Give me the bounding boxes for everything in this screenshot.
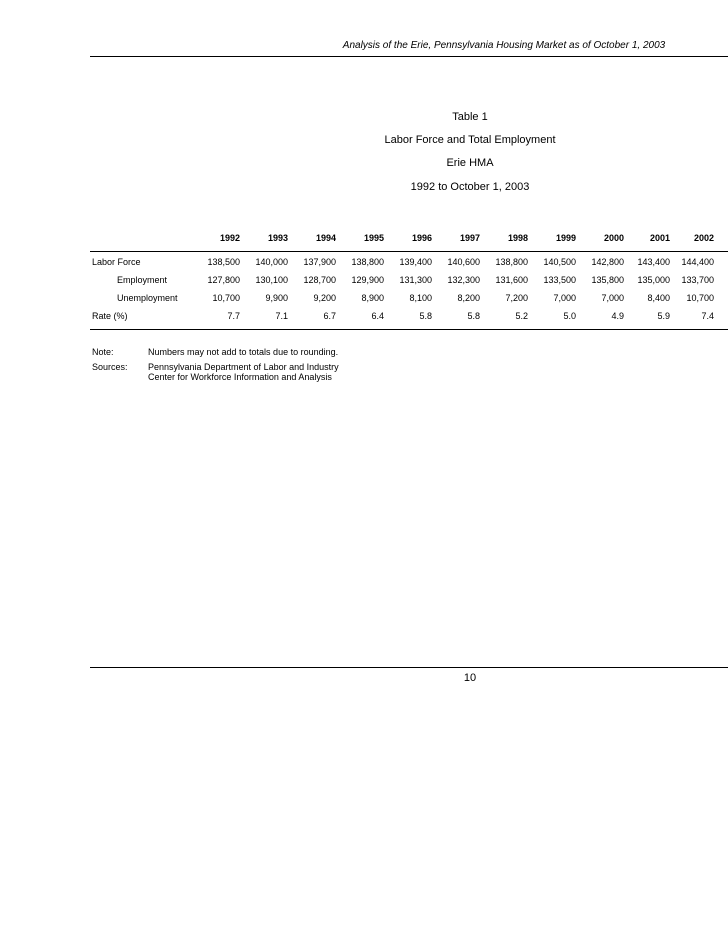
table-cell: 5.9	[657, 311, 670, 321]
table-cell: 133,700	[681, 275, 714, 285]
table-cell: 127,800	[207, 275, 240, 285]
table-cell: 6.4	[371, 311, 384, 321]
row-label: Rate (%)	[92, 311, 128, 321]
table-cell: 7,200	[505, 293, 528, 303]
table-cell: 128,700	[303, 275, 336, 285]
table-header-row	[90, 233, 728, 247]
table-cell: 7.7	[227, 311, 240, 321]
footer-rule	[90, 667, 728, 668]
year-header: 2000	[603, 233, 624, 243]
table-cell: 140,000	[255, 257, 288, 267]
table-cell: 4.9	[611, 311, 624, 321]
table-label: Table 1	[452, 111, 488, 123]
table-cell: 130,100	[255, 275, 288, 285]
table-heading: Labor Force and Total Employment	[384, 134, 556, 146]
header-rule	[90, 56, 728, 57]
table-cell: 140,500	[543, 257, 576, 267]
table-cell: 129,900	[351, 275, 384, 285]
table-cell: 138,800	[351, 257, 384, 267]
table-cell: 8,400	[647, 293, 670, 303]
table-cell: 138,800	[495, 257, 528, 267]
sources-text: Pennsylvania Department of Labor and Industry	[148, 362, 339, 372]
year-header: 1995	[363, 233, 384, 243]
year-header: 1996	[411, 233, 432, 243]
page-number: 10	[463, 672, 477, 684]
table-cell: 8,900	[361, 293, 384, 303]
table-cell: 7.4	[701, 311, 714, 321]
table-row	[90, 257, 728, 271]
table-cell: 143,400	[637, 257, 670, 267]
table-cell: 8,100	[409, 293, 432, 303]
table-cell: 7,000	[553, 293, 576, 303]
note-text: Numbers may not add to totals due to rounding.	[148, 347, 339, 357]
table-cell: 9,900	[265, 293, 288, 303]
table-cell: 10,700	[686, 293, 714, 303]
row-label: Labor Force	[92, 257, 141, 267]
table-cell: 142,800	[591, 257, 624, 267]
year-header: 1998	[507, 233, 528, 243]
year-header: 1997	[459, 233, 480, 243]
table-bottom-rule	[90, 329, 728, 330]
table-cell: 5.0	[563, 311, 576, 321]
table-cell: 139,400	[399, 257, 432, 267]
year-header: 1992	[219, 233, 240, 243]
running-header: Analysis of the Erie, Pennsylvania Housing Market as of October 1, 2003	[342, 40, 666, 51]
year-header: 1993	[267, 233, 288, 243]
table-cell: 10,700	[212, 293, 240, 303]
table-cell: 135,800	[591, 275, 624, 285]
table-row	[90, 311, 728, 325]
table-cell: 131,300	[399, 275, 432, 285]
table-period: 1992 to October 1, 2003	[410, 181, 530, 193]
table-row	[90, 293, 728, 307]
table-cell: 6.7	[323, 311, 336, 321]
table-cell: 9,200	[313, 293, 336, 303]
sources-text: Center for Workforce Information and Analysis	[148, 372, 332, 382]
year-header: 2001	[649, 233, 670, 243]
table-header-rule	[90, 251, 728, 252]
year-header: 1999	[555, 233, 576, 243]
table-cell: 138,500	[207, 257, 240, 267]
table-cell: 5.2	[515, 311, 528, 321]
table-area: Erie HMA	[446, 157, 494, 169]
table-cell: 144,400	[681, 257, 714, 267]
table-cell: 5.8	[467, 311, 480, 321]
table-cell: 133,500	[543, 275, 576, 285]
table-cell: 132,300	[447, 275, 480, 285]
year-header: 1994	[315, 233, 336, 243]
table-cell: 131,600	[495, 275, 528, 285]
row-label: Employment	[117, 275, 168, 285]
table-cell: 135,000	[637, 275, 670, 285]
row-label: Unemployment	[117, 293, 178, 303]
note-key: Note:	[92, 347, 114, 357]
table-row	[90, 275, 728, 289]
table-cell: 137,900	[303, 257, 336, 267]
table-cell: 7,000	[601, 293, 624, 303]
year-header: 2002	[693, 233, 714, 243]
table-cell: 5.8	[419, 311, 432, 321]
table-cell: 8,200	[457, 293, 480, 303]
table-cell: 140,600	[447, 257, 480, 267]
table-cell: 7.1	[275, 311, 288, 321]
sources-key: Sources:	[92, 362, 128, 372]
